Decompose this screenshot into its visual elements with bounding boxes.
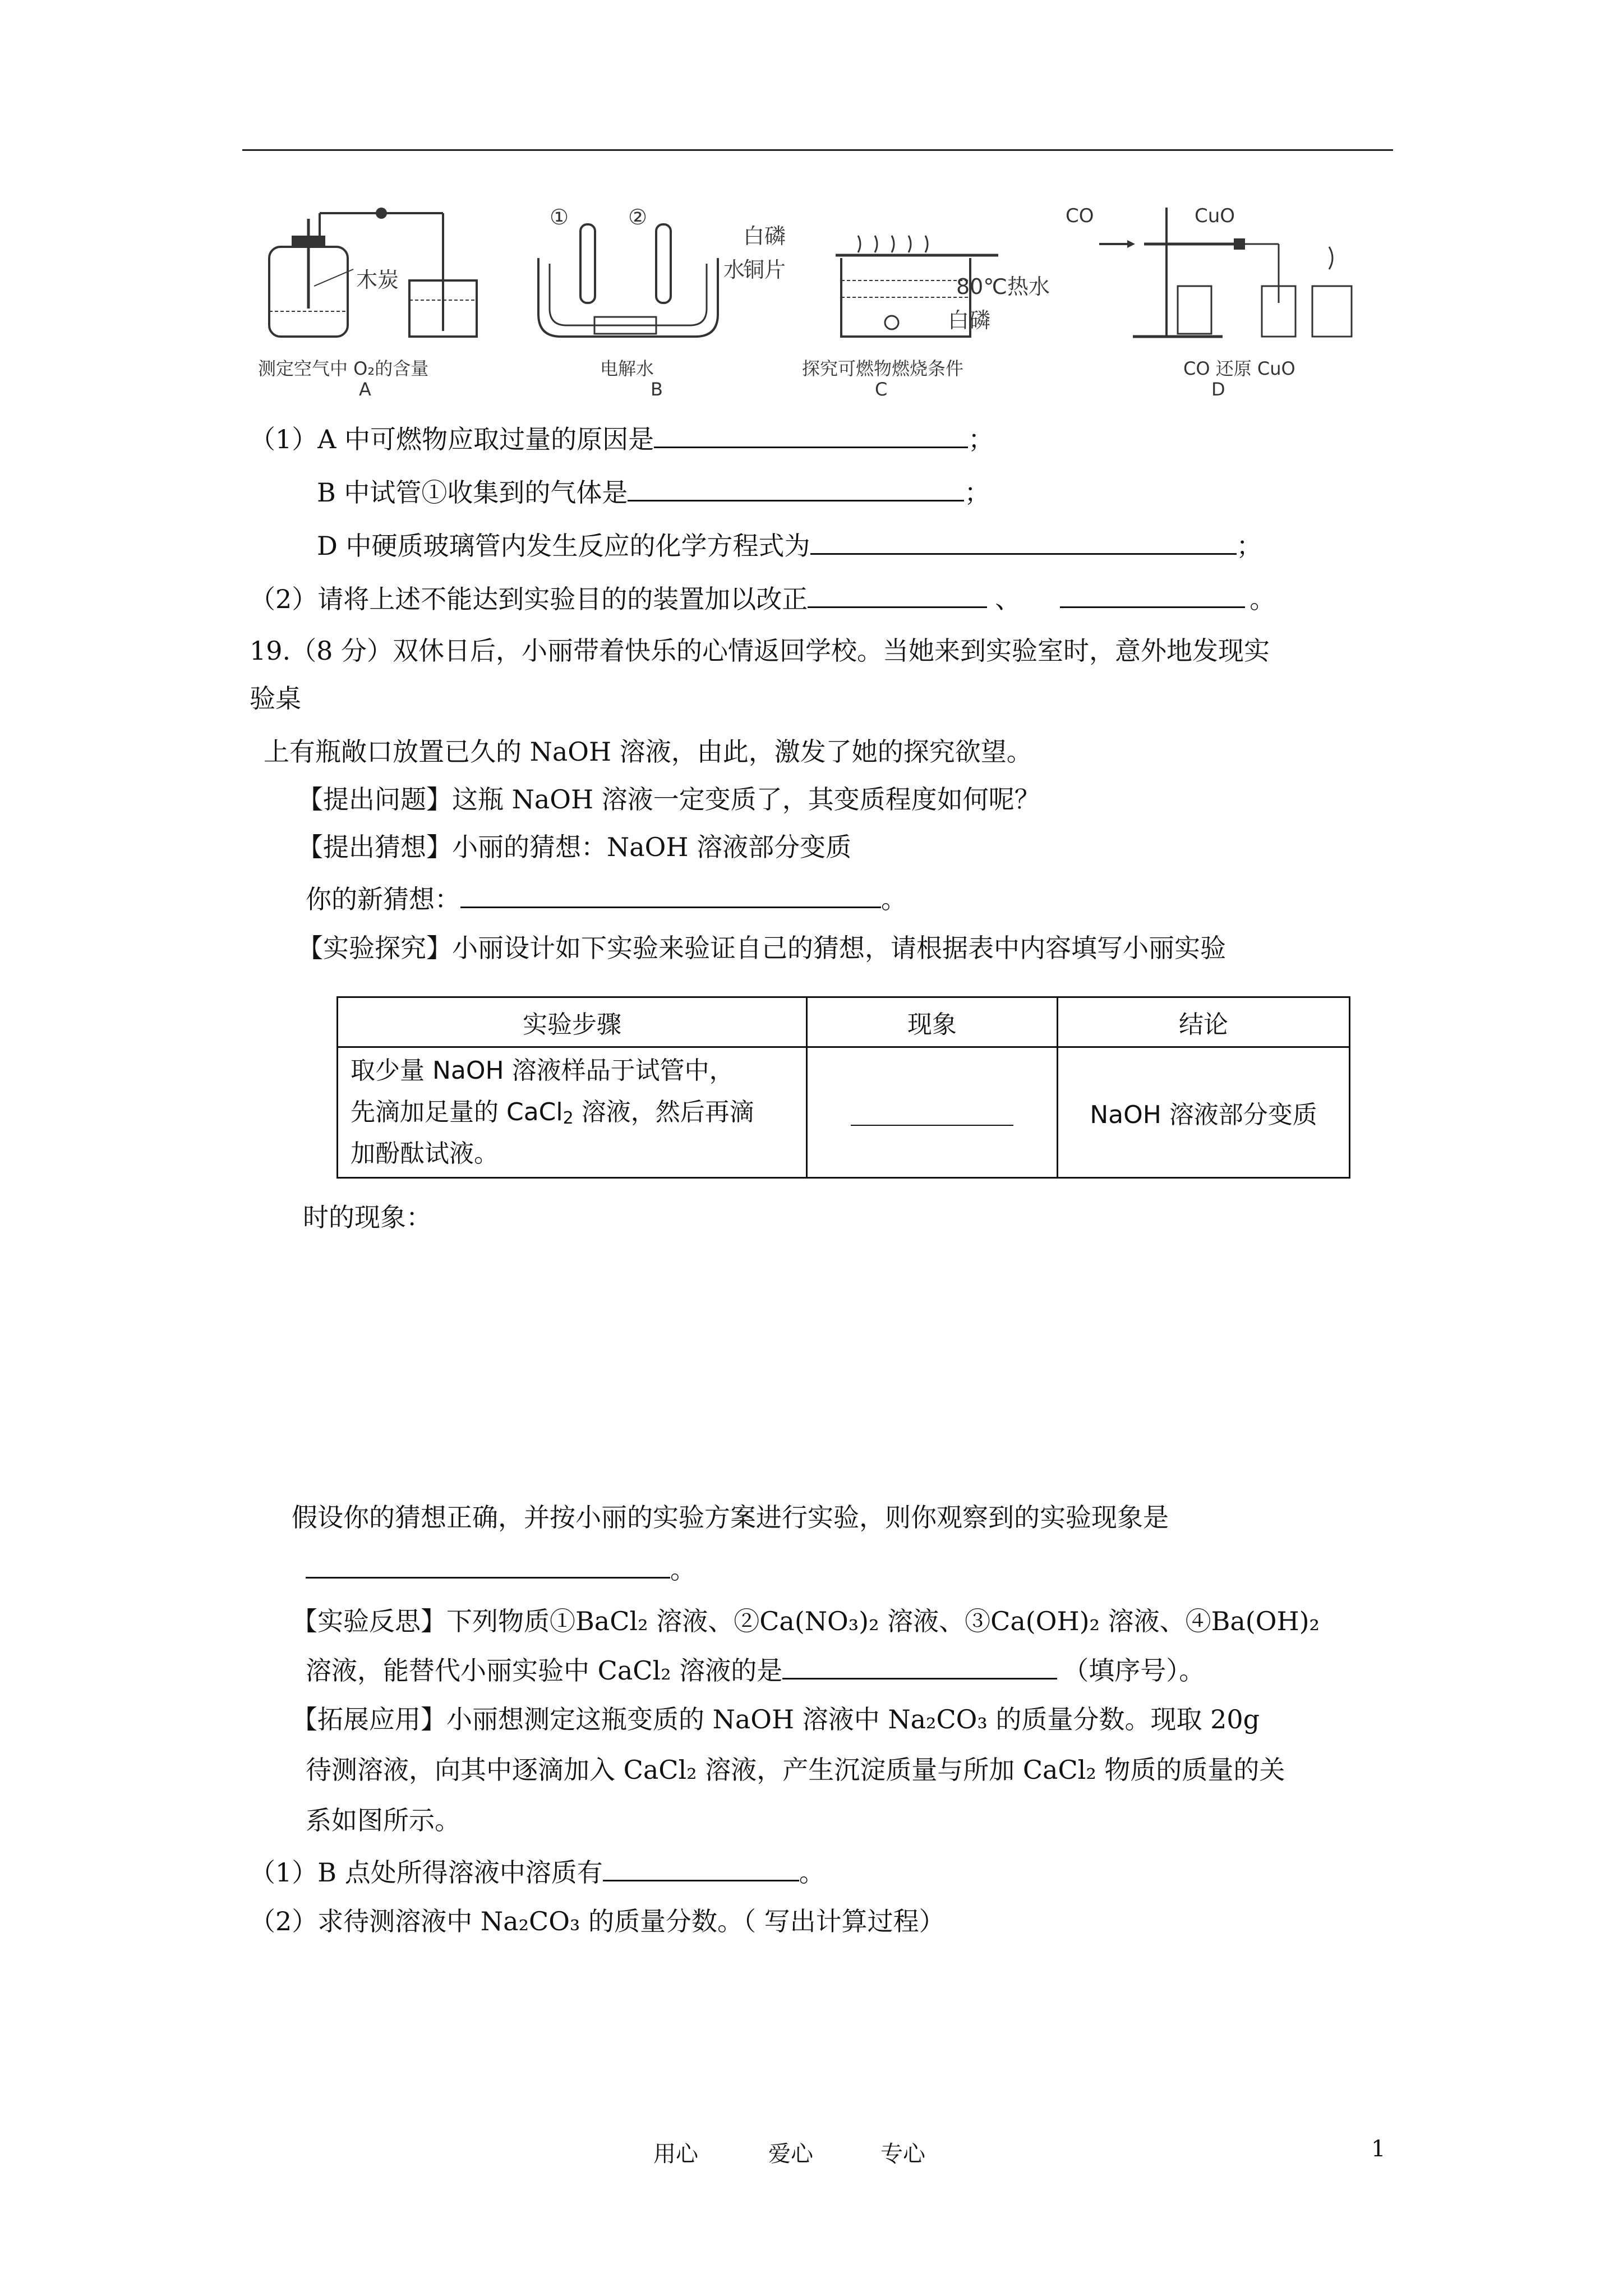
q18-line4: （2）请将上述不能达到实验目的的装置加以改正 、 。 bbox=[250, 581, 1275, 616]
q19-after-table: 时的现象： bbox=[303, 1202, 432, 1232]
q19-intro2: 验桌 bbox=[250, 683, 301, 714]
q19-explore: 【实验探究】小丽设计如下实验来验证自己的猜想，请根据表中内容填写小丽实验 bbox=[297, 933, 1226, 963]
footer-word-2: 爱心 bbox=[768, 2141, 813, 2167]
header-rule bbox=[242, 149, 1393, 151]
figure-c-label3: 80℃热水 bbox=[956, 274, 1050, 299]
answer-blank[interactable] bbox=[782, 1652, 1057, 1680]
table-cell-step: 取少量 NaOH 溶液样品于试管中， 先滴加足量的 CaCl$_2$ 溶液，然后再滴 加酚酞试液。 bbox=[338, 1047, 807, 1178]
q19-reflect1: 【实验反思】下列物质①BaCl₂ 溶液、②Ca(NO₃)₂ 溶液、③Ca(OH)₂ 溶液、④Ba(OH)₂ bbox=[292, 1606, 1320, 1636]
table-header: 结论 bbox=[1058, 997, 1350, 1047]
q19-extend2: 待测溶液，向其中逐滴加入 CaCl₂ 溶液，产生沉淀质量与所加 CaCl₂ 物质的质量的关 bbox=[306, 1755, 1285, 1785]
answer-blank[interactable] bbox=[1060, 581, 1245, 608]
table-header: 现象 bbox=[807, 997, 1058, 1047]
q19-guess: 【提出猜想】小丽的猜想：NaOH 溶液部分变质 bbox=[297, 832, 852, 862]
footer-word-1: 用心 bbox=[653, 2141, 698, 2167]
footer-word-3: 专心 bbox=[880, 2141, 925, 2167]
table-header-row bbox=[338, 997, 1350, 1047]
q19-extend3: 系如图所示。 bbox=[306, 1805, 460, 1835]
figure-b-label1: ① bbox=[550, 205, 569, 229]
figure-b-letter: B bbox=[651, 379, 663, 400]
q18-line1: （1）A 中可燃物应取过量的原因是 ； bbox=[250, 421, 994, 456]
table-header: 实验步骤 bbox=[338, 997, 807, 1047]
figure-c-caption: 探究可燃物燃烧条件 bbox=[802, 358, 964, 379]
figure-b-label3: 水 bbox=[723, 257, 745, 282]
q19-sub1: （1）B 点处所得溶液中溶质有 。 bbox=[250, 1854, 825, 1889]
figure-c-label1: 白磷 bbox=[743, 224, 786, 249]
figure-c-letter: C bbox=[875, 379, 888, 400]
q19-your-guess: 你的新猜想： 。 bbox=[306, 881, 907, 916]
q19-reflect2: 溶液，能替代小丽实验中 CaCl₂ 溶液的是 （填序号）。 bbox=[306, 1652, 1205, 1687]
q19-assume: 假设你的猜想正确，并按小丽的实验方案进行实验，则你观察到的实验现象是 bbox=[292, 1502, 1169, 1533]
figure-c-label2: 铜片 bbox=[743, 257, 786, 282]
answer-blank[interactable] bbox=[808, 581, 987, 608]
q19-sub2: （2）求待测溶液中 Na₂CO₃ 的质量分数。（ 写出计算过程） bbox=[250, 1906, 945, 1936]
answer-blank[interactable] bbox=[851, 1093, 1013, 1126]
answer-blank[interactable] bbox=[810, 527, 1237, 555]
q19-intro3: 上有瓶敞口放置已久的 NaOH 溶液，由此，激发了她的探究欲望。 bbox=[264, 737, 1032, 767]
q19-problem: 【提出问题】这瓶 NaOH 溶液一定变质了，其变质程度如何呢？ bbox=[297, 784, 1040, 815]
figure-d-label2: CuO bbox=[1195, 205, 1235, 227]
table-row bbox=[338, 1047, 1350, 1178]
q18-line3: D 中硬质玻璃管内发生反应的化学方程式为 ； bbox=[317, 527, 1262, 563]
answer-blank[interactable] bbox=[654, 421, 968, 448]
figure-b-caption: 电解水 bbox=[600, 358, 654, 379]
figure-a-letter: A bbox=[359, 379, 371, 400]
figure-c-label4: 白磷 bbox=[948, 308, 991, 333]
figure-b-label2: ② bbox=[628, 205, 648, 229]
page-number: 1 bbox=[1371, 2136, 1386, 2162]
figure-a-label: 木炭 bbox=[356, 268, 399, 292]
q18-line2: B 中试管①收集到的气体是 ； bbox=[317, 474, 990, 509]
answer-blank[interactable] bbox=[306, 1551, 670, 1579]
figure-d-caption: CO 还原 CuO bbox=[1183, 358, 1295, 379]
table-cell-conclusion: NaOH 溶液部分变质 bbox=[1058, 1047, 1350, 1178]
q19-assume-blank: 。 bbox=[306, 1551, 696, 1586]
figure-a-caption: 测定空气中 O₂的含量 bbox=[258, 358, 429, 379]
table-cell-phenomenon bbox=[807, 1047, 1058, 1178]
experiment-table bbox=[336, 996, 1350, 1179]
answer-blank[interactable] bbox=[628, 474, 964, 501]
q19-intro1: 19.（8 分）双休日后，小丽带着快乐的心情返回学校。当她来到实验室时，意外地发现实 bbox=[250, 636, 1270, 666]
q19-extend1: 【拓展应用】小丽想测定这瓶变质的 NaOH 溶液中 Na₂CO₃ 的质量分数。现取 20g bbox=[292, 1704, 1260, 1734]
answer-blank[interactable] bbox=[460, 881, 881, 908]
figure-d-label1: CO bbox=[1066, 205, 1094, 227]
answer-blank[interactable] bbox=[603, 1854, 799, 1881]
apparatus-figures bbox=[247, 191, 1391, 407]
figure-d-letter: D bbox=[1211, 379, 1225, 400]
